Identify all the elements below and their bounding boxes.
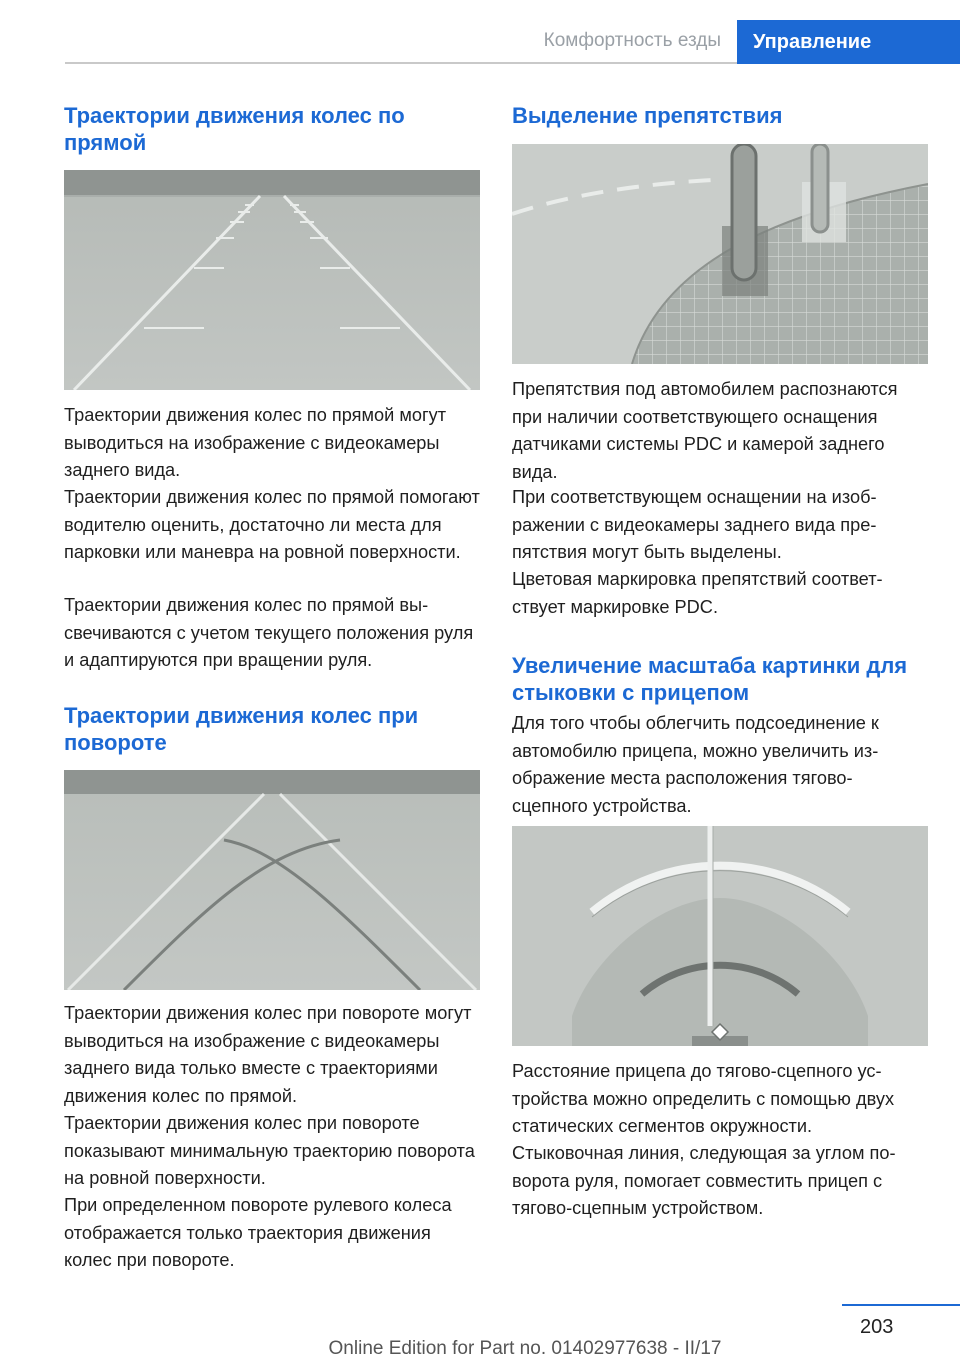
paragraph: Траектории движения колес по прямой высвечиваются с учетом текущего положения руля и адаптируются при вращении руля. <box>64 595 474 670</box>
paragraph: Препятствия под автомобилем распознаются при наличии соответствующего оснащения датчиками системы PDC и камерой заднего вида. <box>512 379 898 482</box>
paragraph: При определенном повороте рулевого колеса отображается только траектория движения колес при повороте. <box>64 1195 452 1270</box>
header-section-title: Комфортность езды <box>543 30 721 51</box>
header-rule <box>65 62 737 64</box>
heading-trailer-zoom: Увеличение масштаба картинки для стыковки с прицепом <box>512 653 908 705</box>
footer-rule <box>842 1304 960 1306</box>
figure-obstacle-marking <box>512 144 928 364</box>
paragraph: Цветовая маркировка препятствий соответствует маркировке PDC. <box>512 569 883 617</box>
paragraph: Траектории движения колес по прямой могут выводиться на изображение с видеокамеры заднего вида. <box>64 405 447 480</box>
paragraph: Траектории движения колес при повороте могут выводиться на изображение с видеокамеры заднего вида только вместе с траекториями движения колес по прямой. <box>64 1003 472 1106</box>
figure-straight-paths <box>64 170 480 390</box>
paragraph: Траектории движения колес при повороте показывают минимальную траекторию поворота на ровной поверхности. <box>64 1113 475 1188</box>
figure-trailer-zoom <box>512 826 928 1046</box>
header-chapter-tab: Управление <box>737 20 960 64</box>
paragraph: Стыковочная линия, следующая за углом поворота руля, помогает совместить прицеп с тягово-сцепным устройством. <box>512 1143 896 1218</box>
edition-note: Online Edition for Part no. 01402977638 - II/17 <box>328 1338 722 1359</box>
heading-turn-paths: Траектории движения колес при повороте <box>64 703 419 755</box>
paragraph: При соответствующем оснащении на изображении с видеокамеры заднего вида препятствия могут быть выделены. <box>512 487 877 562</box>
page-number: 203 <box>860 1316 894 1338</box>
paragraph: Траектории движения колес по прямой помогают водителю оценить, достаточно ли места для парковки или маневра на ровной поверхности. <box>64 487 480 562</box>
paragraph: Для того чтобы облегчить подсоединение к автомобилю прицепа, можно увеличить изображение места расположения тягово-сцепного устройства. <box>512 713 879 816</box>
figure-turn-paths <box>64 770 480 990</box>
paragraph: Расстояние прицепа до тягово-сцепного устройства можно определить с помощью двух статических сегментов окружности. <box>512 1061 895 1136</box>
heading-straight-paths: Траектории движения колес по прямой <box>64 103 405 155</box>
heading-obstacle-marking: Выделение препятствия <box>512 103 783 128</box>
